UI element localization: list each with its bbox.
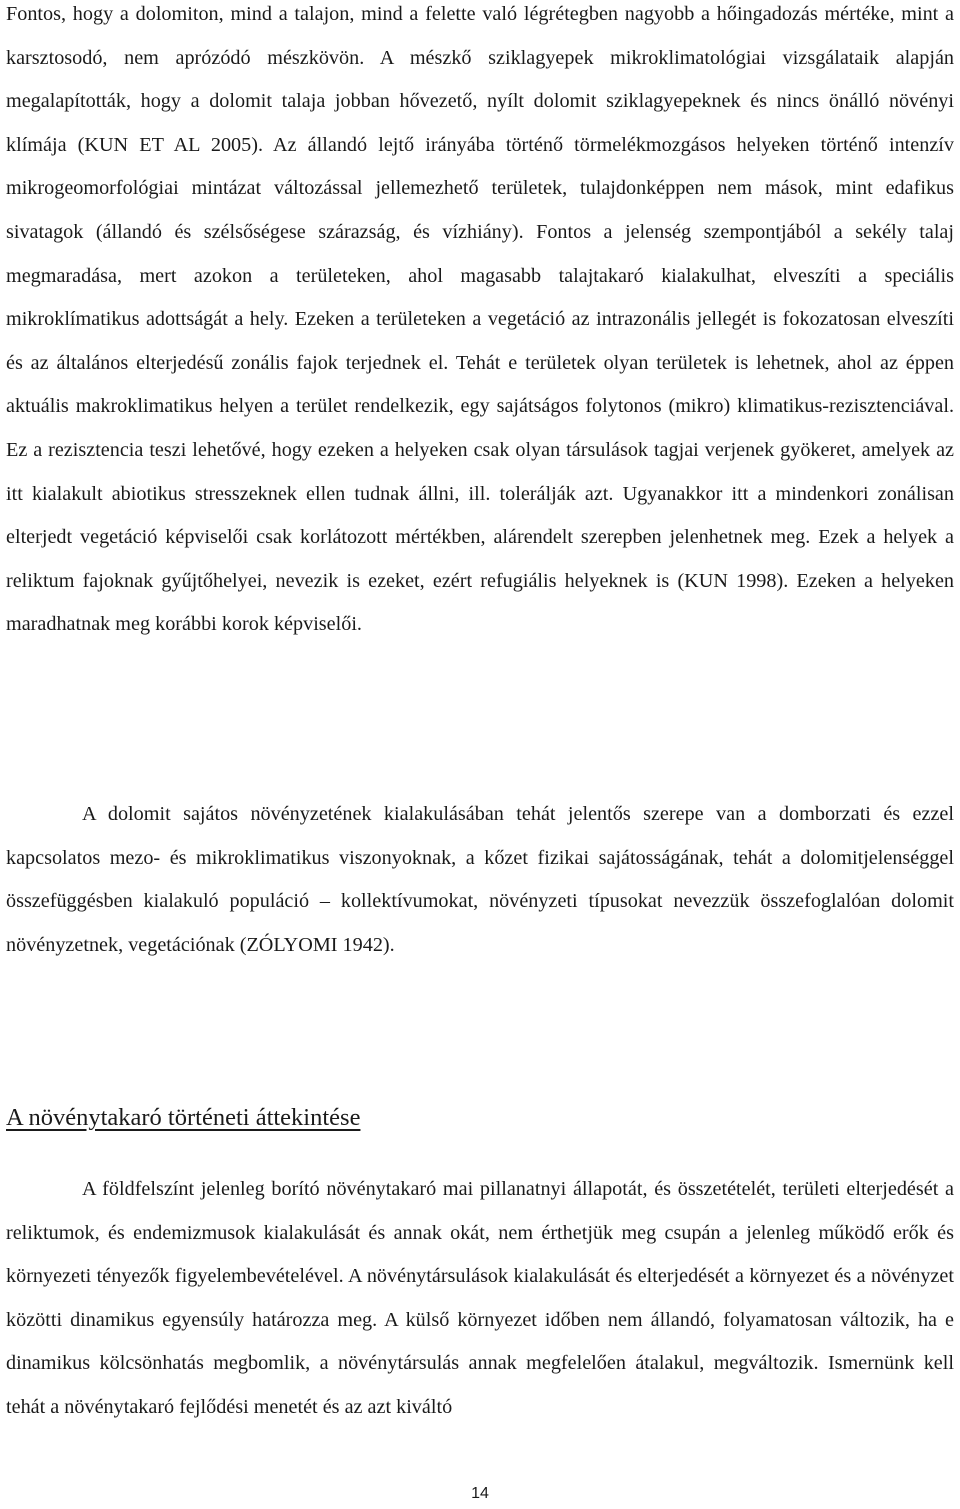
page-number: 14 — [471, 1485, 489, 1502]
body-paragraph-dolomite-vegetation: A dolomit sajátos növényzetének kialakulásában tehát jelentős szerepe van a domborzati és ezzel kapcsolatos mezo- és mikroklimatikus viszonyoknak, a kőzet fizikai sajátosságának, tehát a dolomitjelenséggel összefüggésben kialakuló populáció – kollektívumokat, növényzeti típusokat nevezzük összefoglalóan dolomit növényzetnek, vegetációnak (ZÓLYOMI 1942). — [6, 803, 954, 956]
body-paragraph-dolomite-microclimate: Fontos, hogy a dolomiton, mind a talajon, mind a felette való légrétegben nagyobb a hőingadozás mértéke, mint a karsztosodó, nem aprózódó mészkövön. A mészkő sziklagyepek mikroklimatológiai vizsgálataik alapján megalapították, hogy a dolomit talaja jobban hővezető, nyílt dolomit sziklagyepeknek és nincs önálló növényi klímája (KUN ET AL 2005). Az állandó lejtő irányába történő törmelékmozgásos helyeken történő intenzív mikrogeomorfológiai mintázat változással jellemezhető területek, tulajdonképpen nem mások, mint edafikus sivatagok (állandó és szélsőségese szárazság, és vízhiány). Fontos a jelenség szempontjából a sekély talaj megmaradása, mert azokon a területeken, ahol magasabb talajtakaró kialakulhat, elveszíti a speciális mikroklímatikus adottságát a hely. Ezeken a területeken a vegetáció az intrazonális jellegét is fokozatosan elveszíti és az általános elterjedésű zonális fajok terjednek el. Tehát e területek olyan területek is lehetnek, ahol az éppen aktuális makroklimatikus helyen a terület rendelkezik, egy sajátságos folytonos (mikro) klimatikus-rezisztenciával. Ez a rezisztencia teszi lehetővé, hogy ezeken a helyeken csak olyan társulások tagjai verjenek gyökeret, amelyek az itt kialakult abiotikus stresszeknek ellen tudnak állni, ill. tolerálják azt. Ugyanakkor itt a mindenkori zonálisan elterjedt vegetáció képviselői csak korlátozott mértékben, alárendelt szerepben jelenhetnek meg. Ezek a helyek a reliktum fajoknak gyűjtőhelyei, nevezik is ezeket, ezért refugiális helyeknek is (KUN 1998). Ezeken a helyeken maradhatnak meg korábbi korok képviselői. — [6, 3, 954, 636]
section-heading: A növénytakaró történeti áttekintése — [6, 1104, 361, 1131]
body-paragraph-vegetation-history: A földfelszínt jelenleg borító növénytakaró mai pillanatnyi állapotát, és összetételét, területi elterjedését a reliktumok, és endemizmusok kialakulását és annak okát, nem érthetjük meg csupán a jelenleg működő erők és környezeti tényezők figyelembevételével. A növénytársulások kialakulását és elterjedését a környezet és a növényzet közötti dinamikus egyensúly határozza meg. A külső környezet időben nem állandó, folyamatosan változik, ha e dinamikus kölcsönhatás megbomlik, a növénytársulás annak megfelelően átalakul, megváltozik. Ismernünk kell tehát a növénytakaró fejlődési menetét és az azt kiváltó — [6, 1178, 954, 1418]
